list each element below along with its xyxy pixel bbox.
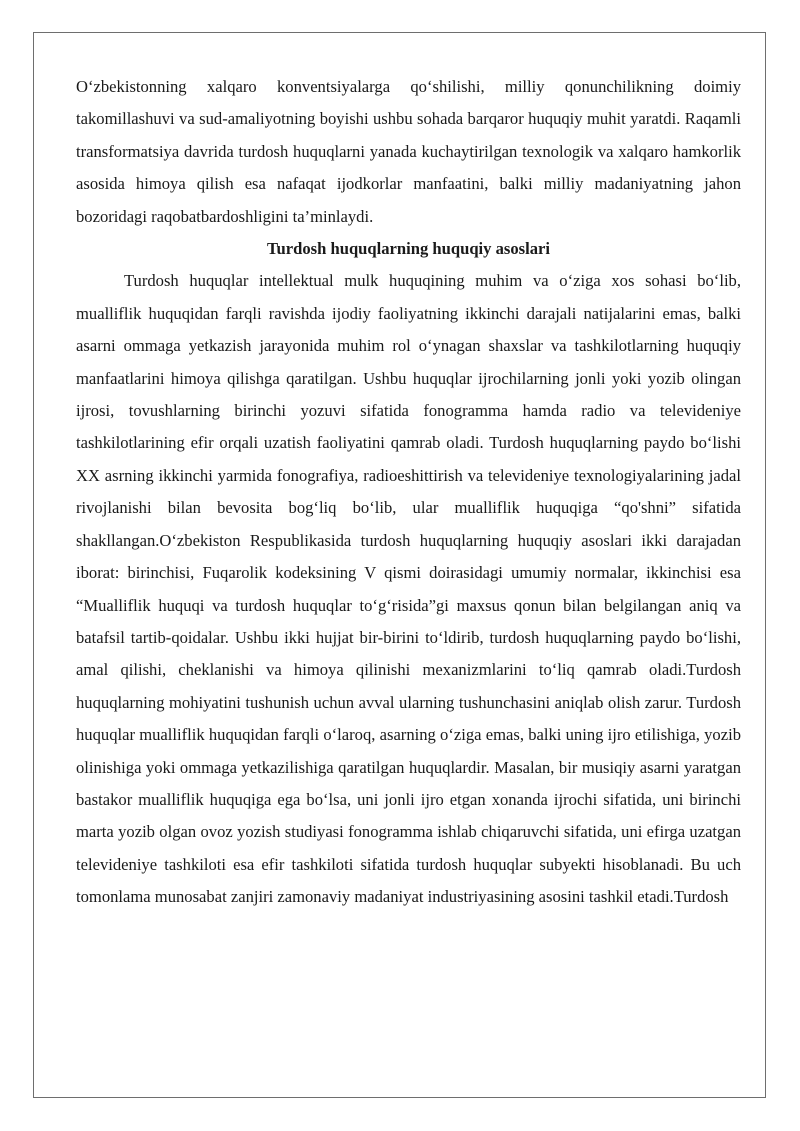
body-paragraph: Turdosh huquqlar intellektual mulk huquqining muhim va o‘ziga xos sohasi bo‘lib, mualliflik huquqidan farqli ravishda ijodiy faoliyatning ikkinchi darajali natijalarini emas, balki asarni ommaga yetkazish jarayonida muhim rol o‘ynagan shaxslar va tashkilotlarning huquqiy manfaatlarini himoya qilishga qaratilgan. Ushbu huquqlar ijrochilarning jonli yoki yozib olingan ijrosi, tovushlarning birinchi yozuvi sifatida fonogramma hamda radio va televideniye tashkilotlarining efir orqali uzatish faoliyatini qamrab oladi. Turdosh huquqlarning paydo bo‘lishi XX asrning ikkinchi yarmida fonografiya, radioeshittirish va televideniye texnologiyalarining jadal rivojlanishi bilan bevosita bog‘liq bo‘lib, ular mualliflik huquqiga “qo'shni” sifatida shakllangan.O‘zbekiston Respublikasida turdosh huquqlarning huquqiy asoslari ikki darajadan iborat: birinchisi, Fuqarolik kodeksining V qismi doirasidagi umumiy normalar, ikkinchisi esa “Mualliflik huquqi va turdosh huquqlar to‘g‘risida”gi maxsus qonun bilan belgilangan aniq va batafsil tartib-qoidalar. Ushbu ikki hujjat bir-birini to‘ldirib, turdosh huquqlarning paydo bo‘lishi, amal qilishi, cheklanishi va himoya qilinishi mexanizmlarini to‘liq qamrab oladi.Turdosh huquqlarning mohiyatini tushunish uchun avval ularning tushunchasini aniqlab olish zarur. Turdosh huquqlar mualliflik huquqidan farqli o‘laroq, asarning o‘ziga emas, balki uning ijro etilishiga, yozib olinishiga yoki ommaga yetkazilishiga qaratilgan huquqlardir. Masalan, bir musiqiy asarni yaratgan bastakor mualliflik huquqiga ega bo‘lsa, uni jonli ijro etgan xonanda ijrochi sifatida, uni birinchi marta yozib olgan ovoz yozish studiyasi fonogramma ishlab chiqaruvchi sifatida, uni efirga uzatgan televideniye tashkiloti esa efir tashkiloti sifatida turdosh huquqlar subyekti hisoblanadi. Bu uch tomonlama munosabat zanjiri zamonaviy madaniyat industriyasining asosini tashkil etadi.Turdosh bbox=[76, 271, 741, 907]
document-body bbox=[76, 71, 741, 914]
intro-paragraph: O‘zbekistonning xalqaro konventsiyalarga qo‘shilishi, milliy qonunchilikning doimiy takomillashuvi va sud-amaliyotning boyishi ushbu sohada barqaror huquqiy muhit yaratdi. Raqamli transformatsiya davrida turdosh huquqlarni yanada kuchaytirilgan texnologik va xalqaro hamkorlik asosida himoya qilish esa nafaqat ijodkorlar manfaatini, balki milliy madaniyatning jahon bozoridagi raqobatbardoshligini ta’minlaydi. bbox=[76, 77, 741, 226]
section-heading: Turdosh huquqlarning huquqiy asoslari bbox=[266, 239, 551, 259]
